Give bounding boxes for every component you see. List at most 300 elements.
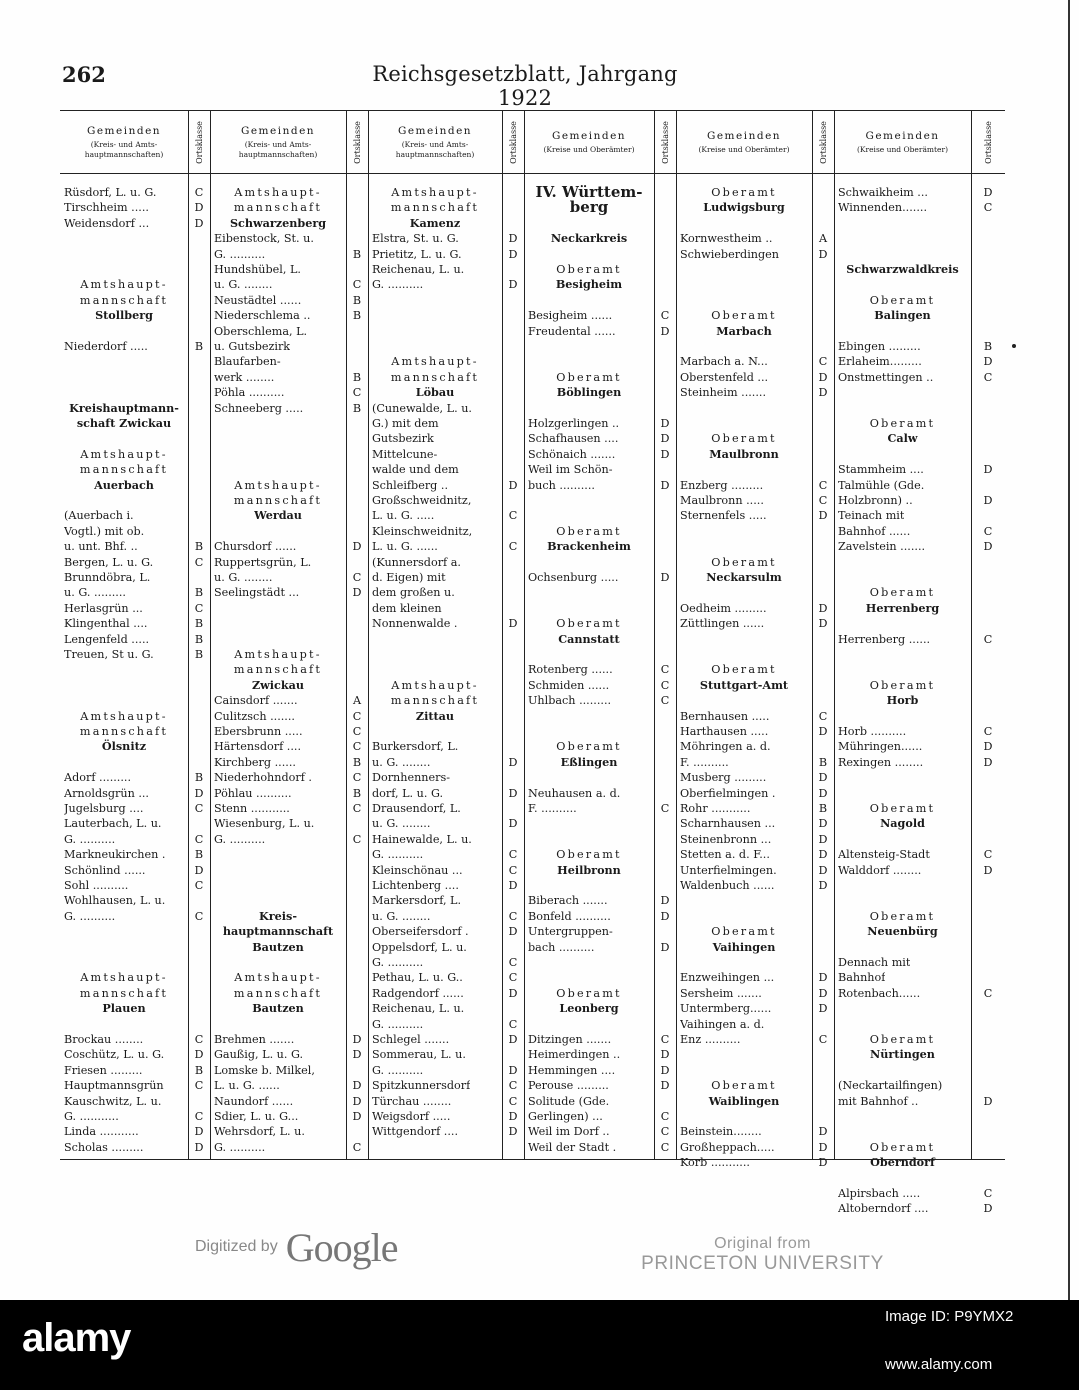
table-row	[64, 770, 210, 785]
table-row	[372, 200, 524, 215]
municipality-name: Gerlingen) ...	[528, 1110, 603, 1123]
table-row	[838, 1063, 1005, 1078]
municipality-name: Heimerdingen ..	[528, 1048, 621, 1062]
municipality-name: Schneeberg .....	[214, 401, 304, 415]
table-row	[372, 632, 524, 647]
ortsklasse-value: D	[983, 355, 993, 369]
ortsklasse-value: B	[194, 632, 204, 646]
table-row	[680, 1001, 834, 1016]
municipality-name: Chursdorf ......	[214, 540, 297, 554]
ortsklasse-value: D	[194, 216, 204, 230]
ortsklasse-value: D	[660, 1048, 670, 1062]
municipality-name: Eibenstock, St. u.	[214, 232, 314, 246]
table-row	[838, 1155, 1005, 1170]
table-row	[838, 216, 1005, 231]
municipality-name: Onstmettingen ..	[838, 370, 934, 384]
table-row	[528, 200, 676, 215]
table-row	[372, 970, 524, 985]
column-header-subtitle: (Kreise und Oberämter)	[857, 144, 948, 154]
municipality-name: werk ........	[214, 370, 275, 384]
table-row	[64, 231, 210, 246]
table-row	[372, 724, 524, 739]
municipality-name: L. u. G. ......	[214, 1079, 280, 1093]
table-row	[372, 832, 524, 847]
ortsklasse-value: C	[194, 555, 204, 569]
table-row	[838, 724, 1005, 739]
municipality-name: Oberamt	[556, 263, 622, 276]
ortsklasse-value: C	[194, 1079, 204, 1093]
ortsklasse-value: C	[508, 509, 518, 523]
table-row	[64, 570, 210, 585]
table-row	[680, 1124, 834, 1139]
table-row	[64, 1032, 210, 1047]
table-row	[372, 755, 524, 770]
municipality-name: u. G. ........	[214, 571, 273, 584]
ortsklasse-value: D	[818, 817, 828, 831]
municipality-name: Winnenden.......	[838, 201, 927, 215]
table-row	[528, 647, 676, 662]
table-row	[64, 508, 210, 523]
ortsklasse-value: D	[352, 540, 362, 554]
table-row	[214, 1124, 368, 1139]
table-row	[64, 1124, 210, 1139]
municipality-name: Musberg .........	[680, 771, 767, 785]
table-row	[64, 462, 210, 477]
table-row	[680, 308, 834, 323]
table-row	[372, 462, 524, 477]
page-title: Reichsgesetzblatt, Jahrgang 1922	[372, 62, 678, 110]
municipality-name: Harthausen .....	[680, 725, 769, 738]
table-row	[528, 370, 676, 385]
table-row	[372, 786, 524, 801]
ortsklasse-value: D	[508, 755, 518, 769]
municipality-name: Maulbronn .....	[680, 494, 764, 507]
table-row	[214, 416, 368, 431]
table-row	[372, 678, 524, 693]
ortsklasse-value: D	[983, 463, 993, 477]
table-row	[680, 478, 834, 493]
table-row	[528, 940, 676, 955]
table-row	[838, 555, 1005, 570]
municipality-name: Gutsbezirk	[372, 432, 434, 446]
municipality-name: Nagold	[880, 816, 925, 831]
table-row	[214, 693, 368, 708]
ortsklasse-value: D	[194, 1140, 204, 1154]
municipality-name: G. ..........	[214, 247, 266, 261]
municipality-name: Kornwestheim ..	[680, 232, 773, 246]
table-row	[372, 986, 524, 1001]
ortsklasse-value: C	[983, 524, 993, 538]
table-row	[838, 909, 1005, 924]
ortsklasse-value: A	[352, 694, 362, 708]
table-row	[64, 585, 210, 600]
table-row	[64, 724, 210, 739]
table-row	[64, 955, 210, 970]
ortsklasse-value: C	[660, 1140, 670, 1154]
ortsklasse-value: D	[508, 1110, 518, 1123]
table-row	[214, 308, 368, 323]
municipality-name: Weil im Dorf ..	[528, 1125, 610, 1139]
table-row	[680, 508, 834, 523]
ortsklasse-value: C	[194, 832, 204, 846]
ortsklasse-value: B	[194, 1063, 204, 1077]
table-row	[214, 262, 368, 277]
municipality-name: Schwieberdingen	[680, 247, 779, 261]
table-row	[528, 1124, 676, 1139]
municipality-name: mannschaft	[79, 463, 169, 477]
column-header-title: Gemeinden	[240, 124, 316, 137]
column-header	[60, 111, 188, 173]
table-row	[372, 801, 524, 816]
table-row	[838, 647, 1005, 662]
table-row	[64, 801, 210, 816]
table-row	[372, 924, 524, 939]
table-row	[214, 447, 368, 462]
table-row	[214, 924, 368, 939]
table-row	[214, 200, 368, 215]
table-row	[214, 370, 368, 385]
ortsklasse-value: D	[660, 417, 670, 430]
table-row	[214, 354, 368, 369]
table-row	[528, 385, 676, 400]
municipality-name: Scholas .........	[64, 1140, 144, 1154]
table-row	[64, 555, 210, 570]
ortsklasse-value: C	[660, 1125, 670, 1139]
table-row	[838, 1171, 1005, 1186]
table-row	[680, 524, 834, 539]
ortsklasse-value: C	[194, 802, 204, 815]
municipality-name: Amtshaupt-	[80, 971, 168, 985]
municipality-name: Hainewalde, L. u.	[372, 832, 472, 846]
ortsklasse-value: D	[983, 540, 993, 554]
municipality-name: Herrenberg	[865, 600, 940, 615]
table-row	[528, 493, 676, 508]
table-row	[214, 585, 368, 600]
municipality-name: G. ..........	[64, 832, 116, 846]
table-row	[838, 1186, 1005, 1201]
ortsklasse-value: D	[194, 1048, 204, 1062]
ortsklasse-value: D	[508, 925, 518, 939]
table-row	[680, 1094, 834, 1109]
table-row	[372, 247, 524, 262]
municipality-name: Enzberg .........	[680, 478, 764, 492]
municipality-name: Pethau, L. u. G..	[372, 971, 463, 985]
municipality-name: G. ...........	[64, 1110, 119, 1123]
table-row	[680, 1047, 834, 1062]
ortsklasse-value: D	[352, 586, 362, 600]
table-row	[680, 401, 834, 416]
table-row	[680, 970, 834, 985]
table-row	[528, 1109, 676, 1124]
table-row	[838, 847, 1005, 862]
municipality-name: IV. Württem-	[535, 185, 643, 200]
table-row	[680, 1140, 834, 1155]
municipality-name: Schmiden ......	[528, 678, 610, 692]
municipality-name: Coschütz, L. u. G.	[64, 1048, 165, 1062]
table-row	[528, 955, 676, 970]
table-row	[372, 354, 524, 369]
municipality-name: Horb	[886, 693, 919, 708]
table-row	[528, 555, 676, 570]
column-header-subtitle: (Kreis- und Amts- hauptmannschaften)	[395, 139, 475, 159]
municipality-name: Niederhohndorf .	[214, 771, 312, 785]
table-row	[680, 293, 834, 308]
municipality-name: d. Eigen) mit	[372, 571, 446, 584]
ortsklasse-value: D	[508, 232, 518, 246]
municipality-name: Untermberg......	[680, 1002, 772, 1016]
table-row	[64, 354, 210, 369]
ortsklasse-value: D	[818, 786, 828, 800]
ortsklasse-value: D	[508, 278, 518, 292]
municipality-name: Bahnhof	[838, 971, 886, 985]
municipality-name: Lauterbach, L. u.	[64, 817, 162, 831]
google-wordmark: Google	[285, 1224, 398, 1270]
table-row	[838, 786, 1005, 801]
table-row	[680, 1017, 834, 1032]
table-row	[64, 493, 210, 508]
table-row	[838, 447, 1005, 462]
municipality-name: u. Gutsbezirk	[214, 340, 291, 353]
municipality-name: Dennach mit	[838, 956, 911, 969]
table-row	[214, 1017, 368, 1032]
table-row	[680, 724, 834, 739]
table-row	[64, 816, 210, 831]
municipality-name: Lichtenberg ....	[372, 879, 459, 892]
table-row	[214, 801, 368, 816]
ortsklasse-value: D	[983, 740, 993, 754]
municipality-name: Besigheim	[555, 277, 623, 292]
ortsklasse-value: D	[818, 386, 828, 400]
table-row	[528, 724, 676, 739]
table-row	[214, 1063, 368, 1078]
municipality-name: Oberamt	[869, 678, 936, 692]
municipality-name: Erlaheim.........	[838, 355, 922, 369]
table-row	[214, 955, 368, 970]
table-row	[838, 570, 1005, 585]
table-row	[680, 816, 834, 831]
table-column	[676, 173, 834, 1170]
table-row	[372, 1094, 524, 1109]
table-row	[372, 909, 524, 924]
table-row	[64, 308, 210, 323]
ortsklasse-value: D	[508, 879, 518, 892]
ortsklasse-value: C	[983, 201, 993, 215]
municipality-name: Maulbronn	[709, 446, 779, 461]
table-row	[528, 970, 676, 985]
municipality-name: Ebersbrunn .....	[214, 725, 303, 738]
column-header-subtitle: (Kreis- und Amts- hauptmannschaften)	[238, 139, 318, 159]
ortsklasse-value: B	[352, 786, 362, 800]
table-row	[680, 986, 834, 1001]
municipality-name: Möhringen a. d.	[680, 740, 771, 754]
municipality-name: u. G. ........	[372, 909, 431, 923]
ortsklasse-value: D	[508, 617, 518, 631]
table-row	[214, 986, 368, 1001]
municipality-name: Cainsdorf .......	[214, 694, 298, 708]
table-row	[372, 185, 524, 200]
municipality-name: Weil im Schön-	[528, 463, 613, 477]
ortsklasse-value: D	[194, 863, 204, 877]
table-row	[838, 832, 1005, 847]
table-row	[528, 909, 676, 924]
table-row	[838, 231, 1005, 246]
municipality-name: Bergen, L. u. G.	[64, 555, 154, 569]
table-row	[64, 262, 210, 277]
table-row	[680, 185, 834, 200]
table-row	[838, 493, 1005, 508]
municipality-name: Klingenthal ....	[64, 617, 148, 631]
table-row	[64, 709, 210, 724]
municipality-name: G. ..........	[372, 278, 424, 292]
table-row	[214, 324, 368, 339]
table-row	[838, 1124, 1005, 1139]
table-row	[64, 447, 210, 462]
municipality-name: Markersdorf, L.	[372, 894, 462, 908]
table-row	[372, 955, 524, 970]
table-row	[372, 709, 524, 724]
ortsklasse-header	[971, 111, 1005, 173]
table-row	[528, 863, 676, 878]
table-row	[372, 262, 524, 277]
ortsklasse-value: C	[508, 848, 518, 862]
table-row	[214, 570, 368, 585]
municipality-name: Holzbronn) ..	[838, 494, 913, 507]
table-row	[528, 770, 676, 785]
municipality-name: Marbach	[716, 323, 772, 338]
digitized-label: Digitized by	[195, 1238, 278, 1255]
table-row	[372, 616, 524, 631]
ortsklasse-value: D	[818, 617, 828, 631]
table-row	[528, 1063, 676, 1078]
municipality-name: Calw	[887, 431, 918, 446]
municipality-name: Schwarzwaldkreis	[846, 262, 959, 276]
table-row	[528, 447, 676, 462]
municipality-name: Elstra, St. u. G.	[372, 232, 459, 246]
municipality-name: Oberamt	[556, 524, 622, 538]
ortsklasse-value: B	[194, 648, 204, 661]
table-row	[214, 786, 368, 801]
municipality-name: Culitzsch .......	[214, 709, 295, 723]
table-row	[838, 308, 1005, 323]
municipality-name: Lomske b. Milkel,	[214, 1063, 315, 1077]
municipality-name: Arnoldsgrün ...	[64, 786, 149, 800]
table-row	[372, 662, 524, 677]
ortsklasse-value: B	[818, 802, 828, 815]
ortsklasse-label: Ortsklasse	[660, 120, 670, 164]
municipality-name: F. ..........	[528, 802, 577, 815]
municipality-name: F. ..........	[680, 755, 729, 769]
table-row	[64, 832, 210, 847]
table-row	[372, 847, 524, 862]
ortsklasse-value: B	[352, 370, 362, 384]
municipality-name: Herrenberg ......	[838, 632, 931, 646]
ortsklasse-value: D	[983, 755, 993, 769]
ortsklasse-value: D	[352, 1110, 362, 1123]
ortsklasse-value: D	[660, 478, 670, 492]
page-edge-line	[1068, 0, 1070, 1300]
table-row	[64, 416, 210, 431]
table-row	[680, 924, 834, 939]
table-row	[528, 247, 676, 262]
table-row	[214, 940, 368, 955]
table-row	[680, 231, 834, 246]
table-row	[64, 524, 210, 539]
ortsklasse-value: D	[194, 201, 204, 215]
ortsklasse-value: C	[194, 1033, 204, 1046]
table-row	[528, 832, 676, 847]
table-row	[838, 924, 1005, 939]
municipality-name: berg	[569, 200, 609, 216]
municipality-name: Tirschheim .....	[64, 201, 149, 215]
municipality-name: Reichenau, L. u.	[372, 263, 465, 276]
municipality-name: mannschaft	[79, 293, 169, 307]
municipality-name: Amtshaupt-	[80, 278, 168, 292]
municipality-name: Blaufarben-	[214, 355, 281, 369]
municipality-name: Auerbach	[94, 477, 154, 492]
ortsklasse-value: C	[352, 771, 362, 785]
municipality-name: G. ..........	[372, 848, 424, 862]
municipality-name: Mittelcune-	[372, 447, 438, 461]
princeton-label: PRINCETON UNIVERSITY	[641, 1253, 884, 1274]
table-row	[528, 570, 676, 585]
table-row	[680, 909, 834, 924]
municipality-name: Jugelsburg ....	[64, 802, 144, 815]
table-row	[838, 986, 1005, 1001]
table-row	[372, 893, 524, 908]
municipality-name: Ebingen .........	[838, 340, 921, 353]
table-row	[528, 739, 676, 754]
table-row	[838, 508, 1005, 523]
table-row	[214, 493, 368, 508]
table-row	[214, 185, 368, 200]
ortsklasse-value: D	[660, 571, 670, 584]
column-header-subtitle: (Kreise und Oberämter)	[543, 144, 635, 154]
municipality-name: Marbach a. N...	[680, 355, 768, 369]
municipality-name: Plauen	[102, 1001, 146, 1016]
table-row	[838, 1047, 1005, 1062]
table-row	[214, 431, 368, 446]
ortsklasse-value: C	[983, 632, 993, 646]
ortsklasse-value: C	[983, 1187, 993, 1200]
ortsklasse-value: B	[194, 617, 204, 631]
table-row	[64, 693, 210, 708]
table-row	[528, 401, 676, 416]
alamy-logo: alamy	[22, 1316, 131, 1360]
table-row	[838, 478, 1005, 493]
municipality-name: Schleifberg ..	[372, 478, 449, 492]
table-row	[372, 508, 524, 523]
table-row	[528, 431, 676, 446]
ortsklasse-value: D	[818, 1002, 828, 1016]
table-row	[680, 693, 834, 708]
ortsklasse-value: C	[818, 1033, 828, 1046]
table-row	[680, 447, 834, 462]
municipality-name: Eßlingen	[560, 754, 618, 769]
municipality-name: Bahnhof ......	[838, 524, 911, 538]
municipality-name: mannschaft	[233, 663, 323, 677]
ortsklasse-value: B	[352, 247, 362, 261]
table-column	[524, 173, 676, 1159]
ortsklasse-label: Ortsklasse	[194, 120, 204, 164]
table-row	[680, 324, 834, 339]
table-row	[64, 478, 210, 493]
ortsklasse-value: C	[508, 540, 518, 554]
municipality-name: Zwickau	[252, 677, 304, 692]
table-row	[372, 1047, 524, 1062]
municipality-name: Stetten a. d. F...	[680, 848, 770, 862]
table-row	[838, 970, 1005, 985]
table-row	[680, 493, 834, 508]
